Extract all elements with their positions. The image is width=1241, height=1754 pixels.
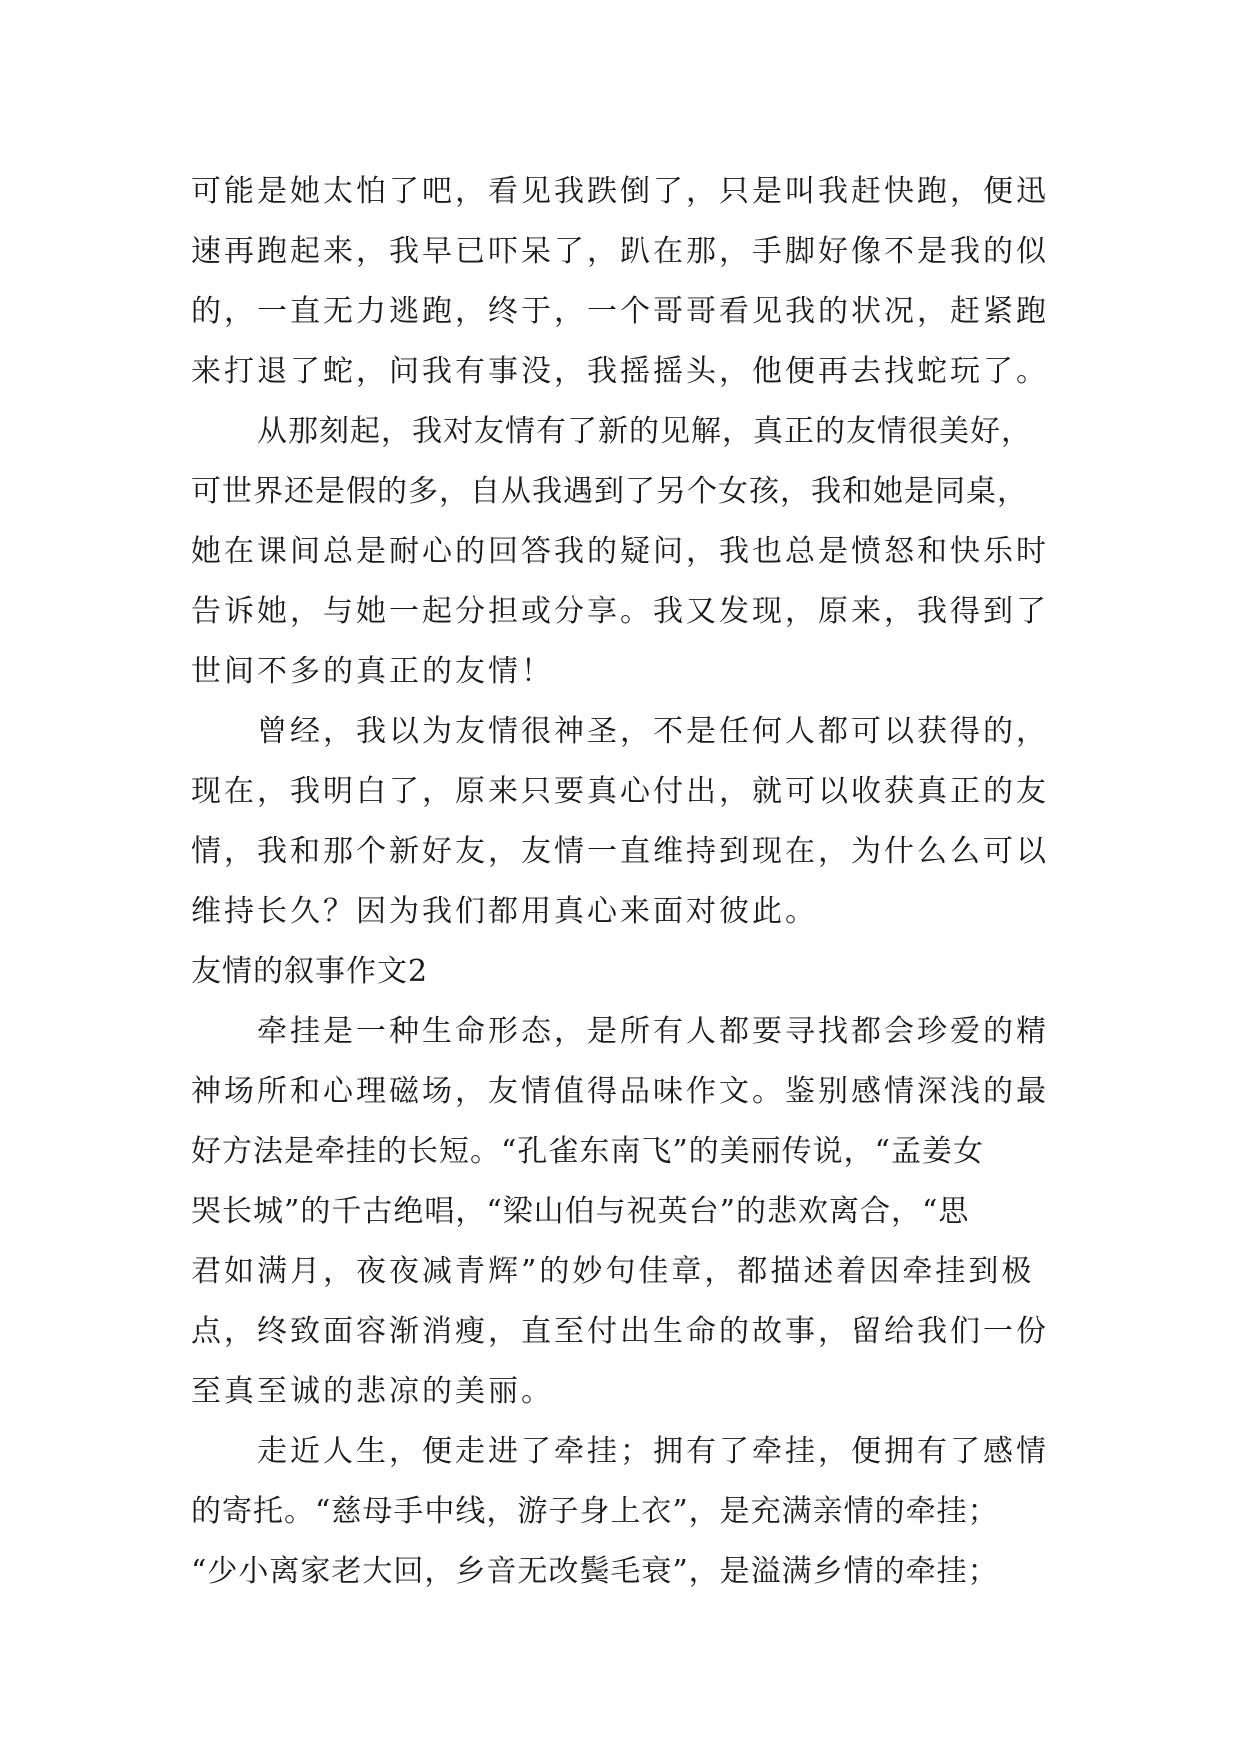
text-line: 速再跑起来，我早已吓呆了，趴在那，手脚好像不是我的似: [191, 234, 1049, 269]
text-line: 的寄托。“慈母手中线，游子身上衣”，是充满亲情的牵挂；: [191, 1494, 999, 1529]
text-line: 现在，我明白了，原来只要真心付出，就可以收获真正的友: [191, 774, 1049, 809]
paragraph-first-line: 从那刻起，我对友情有了新的见解，真正的友情很美好，: [257, 414, 1032, 449]
text-line: 的，一直无力逃跑，终于，一个哥哥看见我的状况，赶紧跑: [191, 294, 1049, 329]
text-line: 可世界还是假的多，自从我遇到了另个女孩，我和她是同桌，: [191, 474, 1028, 509]
text-line: 点，终致面容渐消瘦，直至付出生命的故事，留给我们一份: [191, 1314, 1049, 1349]
document-body: [191, 162, 1081, 1602]
text-line: 告诉她，与她一起分担或分享。我又发现，原来，我得到了: [191, 594, 1049, 629]
paragraph-first-line: 牵挂是一种生命形态，是所有人都要寻找都会珍爱的精: [257, 1014, 1049, 1049]
text-line: 来打退了蛇，问我有事没，我摇摇头，他便再去找蛇玩了。: [191, 354, 1049, 389]
text-line: 君如满月，夜夜减青辉”的妙句佳章，都描述着因牵挂到极: [191, 1254, 1035, 1289]
text-line: 她在课间总是耐心的回答我的疑问，我也总是愤怒和快乐时: [191, 534, 1049, 569]
text-line: 好方法是牵挂的长短。“孔雀东南飞”的美丽传说，“孟姜女: [191, 1134, 985, 1169]
paragraph-first-line: 曾经，我以为友情很神圣，不是任何人都可以获得的，: [257, 714, 1049, 749]
paragraph-first-line: 走近人生，便走进了牵挂；拥有了牵挂，便拥有了感情: [257, 1434, 1049, 1469]
section-heading: 友情的叙事作文2: [191, 954, 429, 989]
text-line: 情，我和那个新好友，友情一直维持到现在，为什么么可以: [191, 834, 1049, 869]
text-line: 神场所和心理磁场，友情值得品味作文。鉴别感情深浅的最: [191, 1074, 1049, 1109]
text-line: 世间不多的真正的友情！: [191, 654, 554, 689]
text-line: 可能是她太怕了吧，看见我跌倒了，只是叫我赶快跑，便迅: [191, 174, 1049, 209]
text-line: 至真至诚的悲凉的美丽。: [191, 1374, 554, 1409]
text-line: 维持长久？因为我们都用真心来面对彼此。: [191, 894, 818, 929]
text-line: 哭长城”的千古绝唱，“梁山伯与祝英台”的悲欢离合，“思: [191, 1194, 970, 1229]
text-line: “少小离家老大回，乡音无改鬓毛衰”，是溢满乡情的牵挂；: [191, 1554, 999, 1589]
